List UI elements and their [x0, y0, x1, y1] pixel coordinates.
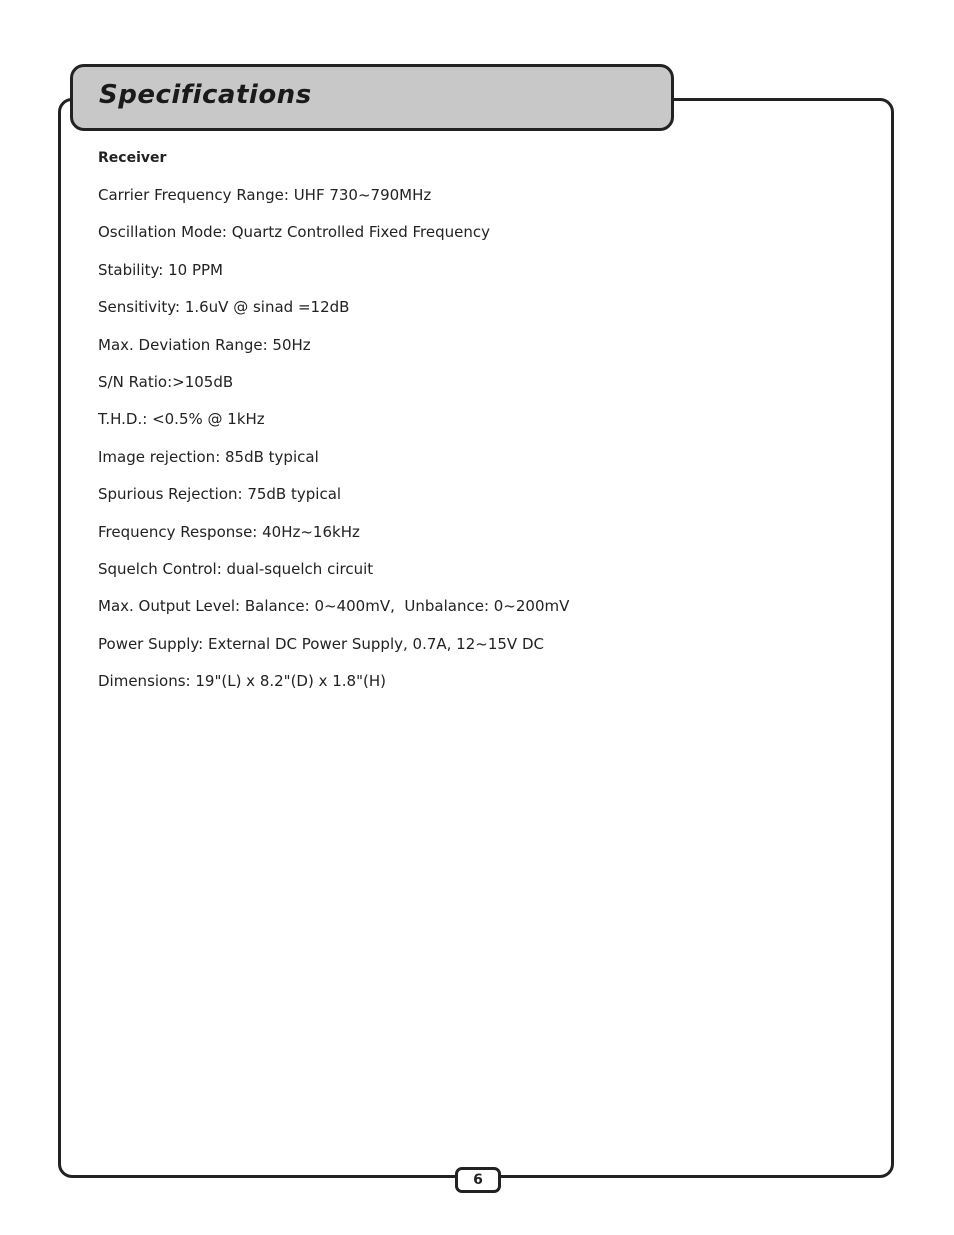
spec-item: Carrier Frequency Range: UHF 730~790MHz	[98, 186, 432, 204]
section-heading: Receiver	[98, 150, 167, 166]
spec-item: Max. Output Level: Balance: 0~400mV, Unbalance: 0~200mV	[98, 597, 570, 616]
spec-content	[98, 148, 838, 708]
spec-list	[98, 185, 838, 691]
spec-item: T.H.D.: <0.5% @ 1kHz	[98, 410, 265, 429]
spec-item: Image rejection: 85dB typical	[98, 447, 319, 466]
page-title: Specifications	[99, 80, 312, 110]
spec-item: Max. Deviation Range: 50Hz	[98, 335, 311, 354]
spec-item: Oscillation Mode: Quartz Controlled Fixed Frequency	[98, 223, 490, 242]
spec-item: S/N Ratio:>105dB	[98, 372, 234, 391]
title-tab	[70, 64, 674, 131]
page-number: 6	[455, 1167, 501, 1193]
spec-item: Frequency Response: 40Hz~16kHz	[98, 522, 360, 541]
spec-item: Dimensions: 19"(L) x 8.2"(D) x 1.8"(H)	[98, 672, 386, 691]
spec-item: Spurious Rejection: 75dB typical	[98, 485, 342, 504]
spec-item: Squelch Control: dual-squelch circuit	[98, 559, 374, 578]
spec-item: Power Supply: External DC Power Supply, 0.7A, 12~15V DC	[98, 634, 544, 653]
spec-item: Stability: 10 PPM	[98, 260, 223, 279]
spec-item: Sensitivity: 1.6uV @ sinad =12dB	[98, 298, 350, 317]
